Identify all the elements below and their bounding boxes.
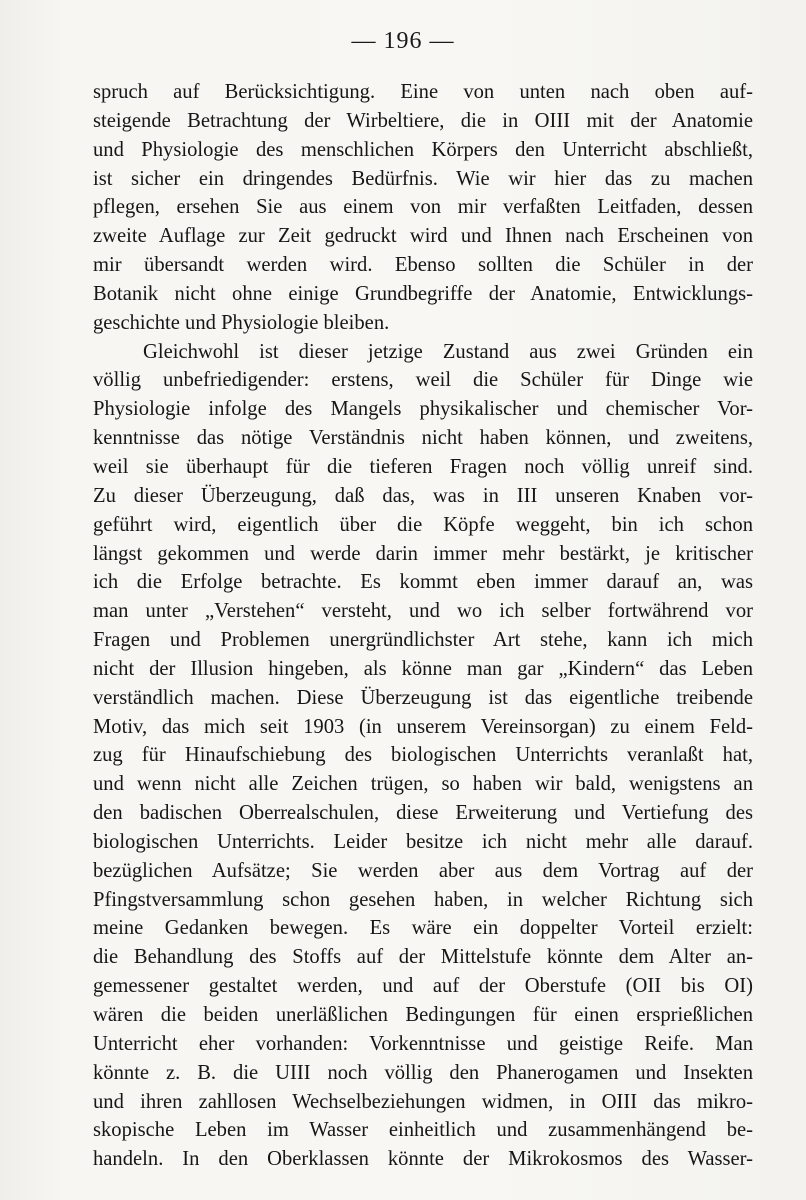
text-line: geführt wird, eigentlich über die Köpfe weggeht, bin ich schon [93,513,753,536]
text-line: Motiv, das mich seit 1903 (in unserem Vereinsorgan) zu einem Feld- [93,715,753,738]
text-line: handeln. In den Oberklassen könnte der Mikrokosmos des Wasser- [93,1148,753,1171]
text-line: wären die beiden unerläßlichen Bedingungen für einen ersprießlichen [93,1004,753,1026]
text-line: geschichte und Physiologie bleiben. [93,311,390,334]
text-line: pflegen, ersehen Sie aus einem von mir verfaßten Leitfaden, dessen [93,196,753,219]
text-line: könnte z. B. die UIII noch völlig den Phanerogamen und Insekten [93,1061,753,1084]
page-number: — 196 — [351,28,455,54]
text-line: ist sicher ein dringendes Bedürfnis. Wie wir hier das zu machen [93,167,753,190]
text-line: bezüglichen Aufsätze; Sie werden aber aus dem Vortrag auf der [93,859,753,882]
text-line: steigende Betrachtung der Wirbeltiere, die in OIII mit der Anatomie [93,109,753,132]
text-line: Pfingstversammlung schon gesehen haben, in welcher Richtung sich [93,888,753,911]
text-line: nicht der Illusion hingeben, als könne man gar „Kindern“ das Leben [93,657,753,680]
text-line: und ihren zahllosen Wechselbeziehungen widmen, in OIII das mikro- [93,1090,753,1113]
text-line: Botanik nicht ohne einige Grundbegriffe der Anatomie, Entwicklungs- [93,282,753,305]
text-line: längst gekommen und werde darin immer mehr bestärkt, je kritischer [93,542,753,565]
text-line: weil sie überhaupt für die tieferen Fragen noch völlig unreif sind. [93,455,753,478]
text-line: Fragen und Problemen unergründlichster Art stehe, kann ich mich [93,629,753,652]
text-line: Unterricht eher vorhanden: Vorkenntnisse und geistige Reife. Man [93,1032,753,1055]
text-line: biologischen Unterrichts. Leider besitze ich nicht mehr alle darauf. [93,830,753,853]
text-line: Zu dieser Überzeugung, daß das, was in III unseren Knaben vor- [93,484,753,507]
text-line: Physiologie infolge des Mangels physikalischer und chemischer Vor- [93,398,753,421]
body-text [93,78,753,1174]
text-line: zug für Hinaufschiebung des biologischen Unterrichts veranlaßt hat, [93,744,753,767]
text-line: verständlich machen. Diese Überzeugung ist das eigentliche treibende [93,686,753,709]
text-line: die Behandlung des Stoffs auf der Mittelstufe könnte dem Alter an- [93,946,753,969]
text-line: und wenn nicht alle Zeichen trügen, so haben wir bald, wenigstens an [93,773,753,796]
text-line: meine Gedanken bewegen. Es wäre ein doppelter Vorteil erzielt: [93,917,753,940]
text-line: spruch auf Berücksichtigung. Eine von unten nach oben auf- [93,81,753,103]
text-line: kenntnisse das nötige Verständnis nicht haben können, und zweitens, [93,427,753,450]
text-line: Gleichwohl ist dieser jetzige Zustand aus zwei Gründen ein [143,340,753,363]
text-line: zweite Auflage zur Zeit gedruckt wird und Ihnen nach Erscheinen von [93,225,753,248]
text-line: skopische Leben im Wasser einheitlich und zusammenhängend be- [93,1119,753,1142]
text-line: ich die Erfolge betrachte. Es kommt eben immer darauf an, was [93,571,753,594]
text-line: und Physiologie des menschlichen Körpers den Unterricht abschließt, [93,138,753,161]
text-line: mir übersandt werden wird. Ebenso sollten die Schüler in der [93,254,753,277]
text-line: man unter „Verstehen“ versteht, und wo ich selber fortwährend vor [93,600,753,623]
text-line: den badischen Oberrealschulen, diese Erweiterung und Vertiefung des [93,802,753,825]
text-line: gemessener gestaltet werden, und auf der Oberstufe (OII bis OI) [93,975,753,998]
text-line: völlig unbefriedigender: erstens, weil die Schüler für Dinge wie [93,369,753,392]
